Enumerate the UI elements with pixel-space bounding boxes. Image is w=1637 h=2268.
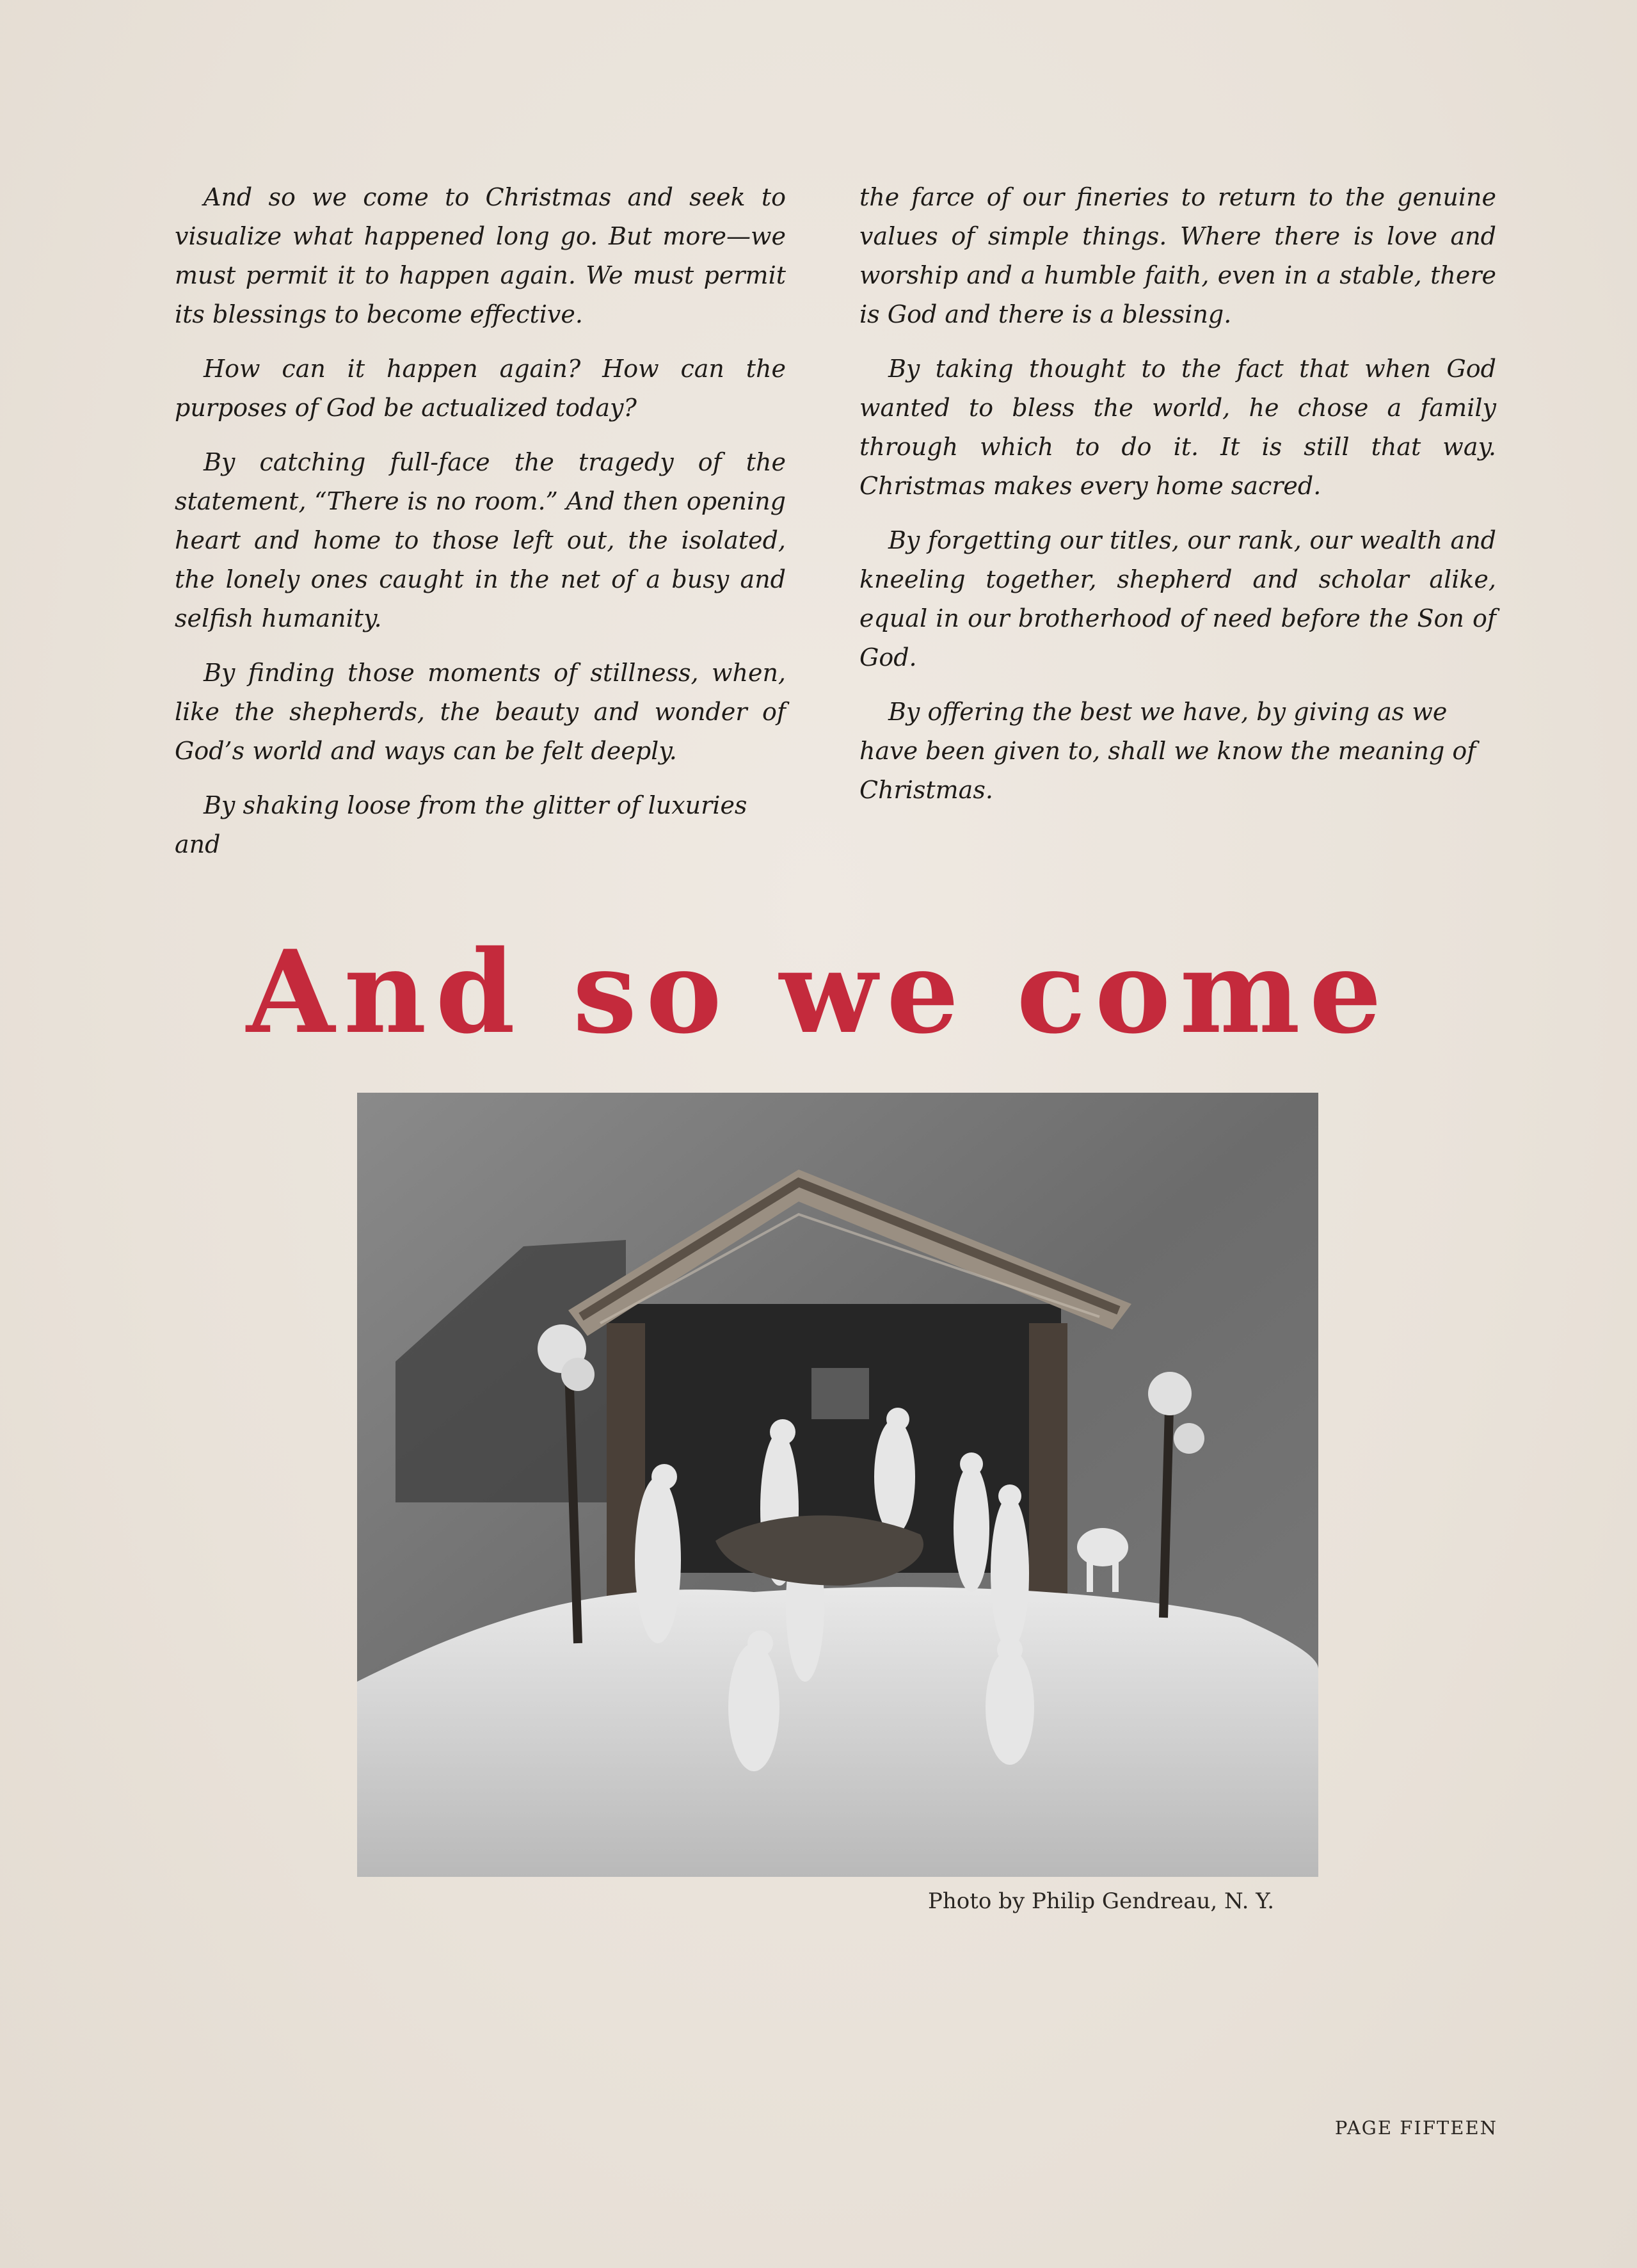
paragraph: the farce of our fineries to return to the genuine values of simple things. Where there is love and worship and a humble faith, even in a stable, there is God and there is a blessing.	[859, 183, 1496, 328]
paragraph: How can it happen again? How can the purposes of God be actualized today?	[175, 355, 786, 422]
article-column-left	[175, 178, 786, 880]
paragraph: By offering the best we have, by giving as we have been given to, shall we know the meaning of Christmas.	[859, 698, 1476, 804]
paragraph: By forgetting our titles, our rank, our wealth and kneeling together, shepherd and scholar alike, equal in our brotherhood of need before the Son of God.	[859, 526, 1496, 672]
headline: And so we come	[246, 925, 1391, 1059]
paragraph: And so we come to Christmas and seek to visualize what happened long go. But more—we must permit it to happen again. We must permit its blessings to become effective.	[175, 183, 786, 328]
paragraph: By taking thought to the fact that when God wanted to bless the world, he chose a family through which to do it. It is still that way. Christmas makes every home sacred.	[859, 355, 1496, 500]
paragraph: By finding those moments of stillness, when, like the shepherds, the beauty and wonder of God’s world and ways can be felt deeply.	[175, 659, 786, 765]
page-number: PAGE FIFTEEN	[1334, 2117, 1497, 2139]
paragraph: By catching full-face the tragedy of the statement, “There is no room.” And then opening heart and home to those left out, the isolated, the lonely ones caught in the net of a busy and selfish humanity.	[175, 448, 786, 632]
article-column-right	[859, 178, 1496, 825]
paragraph: By shaking loose from the glitter of luxuries and	[175, 791, 747, 858]
nativity-photo	[357, 1093, 1318, 1877]
photo-credit: Photo by Philip Gendreau, N. Y.	[928, 1888, 1275, 1914]
